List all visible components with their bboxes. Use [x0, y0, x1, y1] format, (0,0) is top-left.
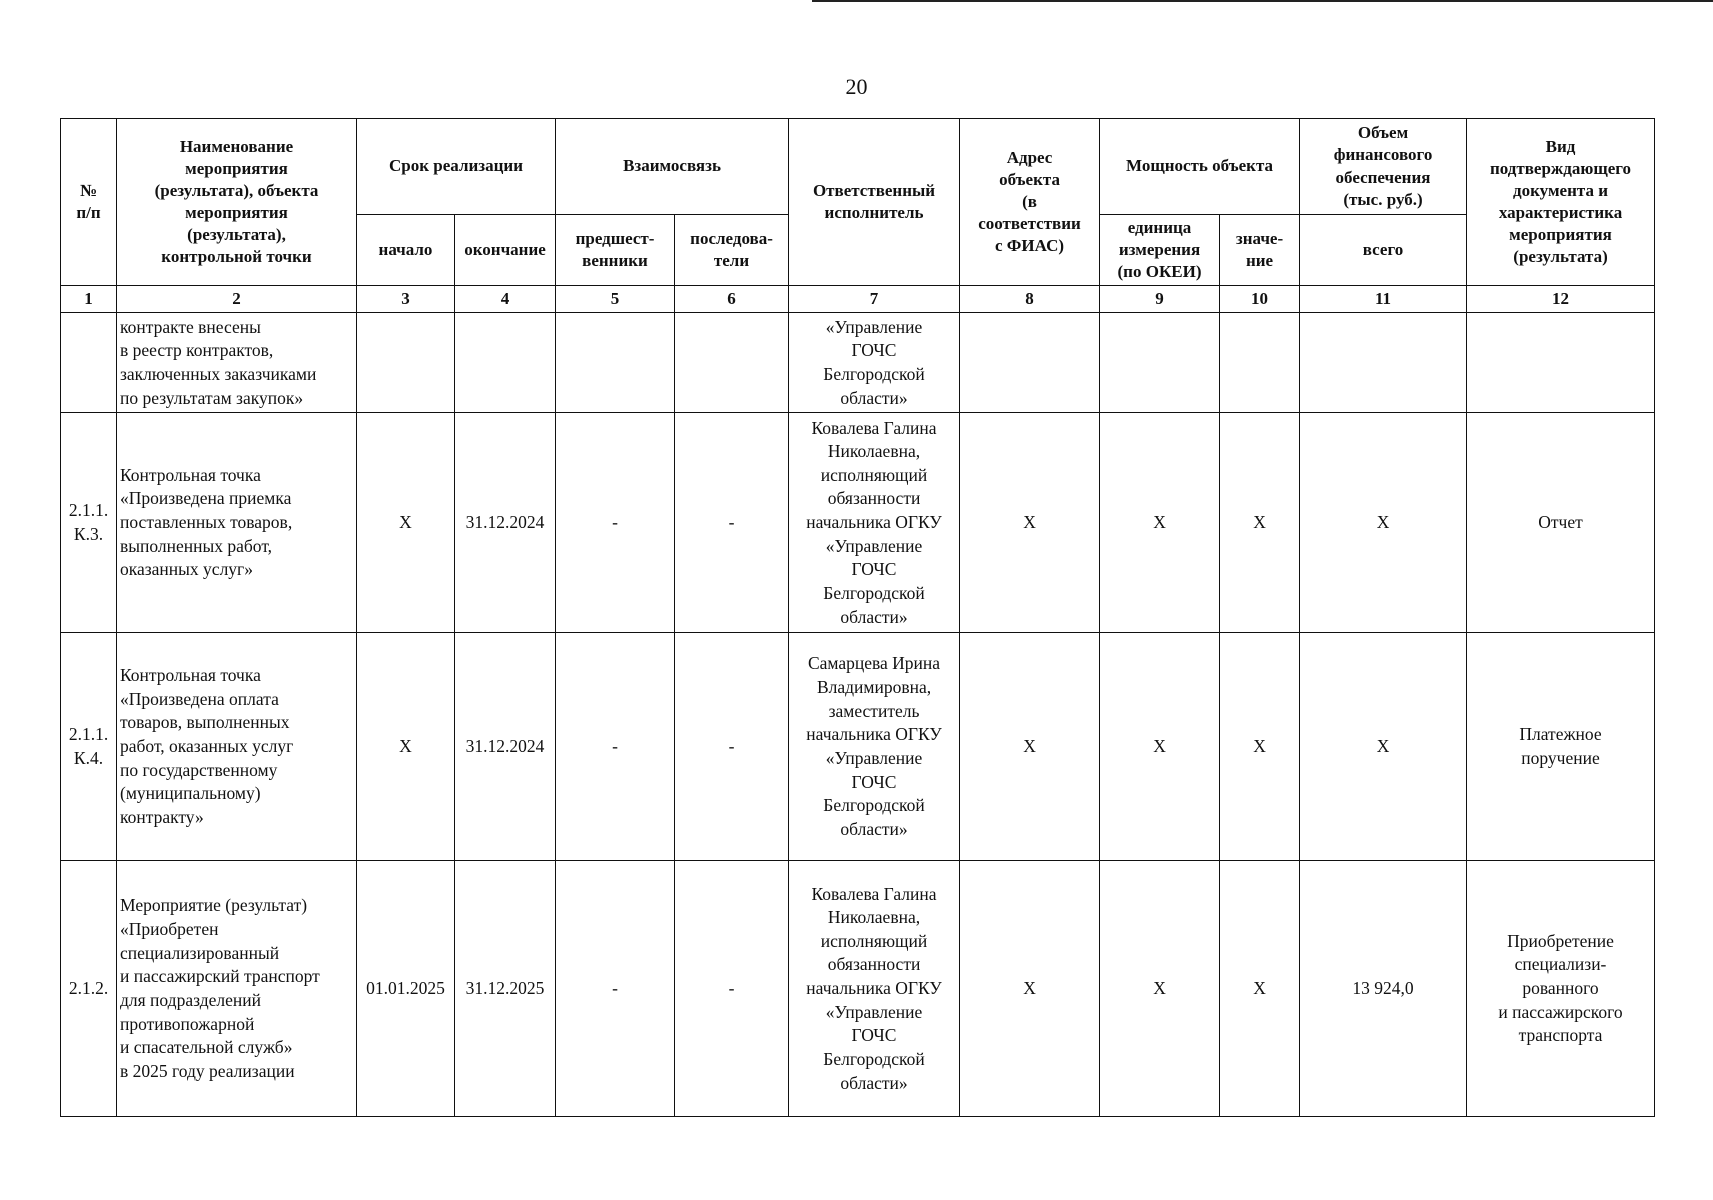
header-link-prev: предшест- венники [556, 215, 675, 286]
row-finance: X [1300, 633, 1467, 861]
column-number: 5 [556, 286, 675, 313]
column-number: 12 [1467, 286, 1655, 313]
header-address: Адрес объекта (в соответствии с ФИАС) [960, 119, 1100, 286]
column-number: 6 [675, 286, 789, 313]
row-value [1220, 313, 1300, 413]
header-link-next: последова- тели [675, 215, 789, 286]
plan-table [60, 118, 1655, 1117]
row-prev [556, 313, 675, 413]
row-doc: Платежное поручение [1467, 633, 1655, 861]
column-number: 3 [357, 286, 455, 313]
header-term: Срок реализации [357, 119, 556, 215]
row-unit: X [1100, 633, 1220, 861]
row-next [675, 313, 789, 413]
header-term-start: начало [357, 215, 455, 286]
row-end: 31.12.2025 [455, 861, 556, 1117]
row-end [455, 313, 556, 413]
page-number: 20 [845, 74, 868, 99]
row-responsible: Ковалева Галина Николаевна, исполняющий обязанности начальника ОГКУ «Управление ГОЧС Белгородской области» [789, 861, 960, 1117]
table-row [61, 313, 1655, 413]
row-value: X [1220, 413, 1300, 633]
row-next: - [675, 861, 789, 1117]
column-number: 4 [455, 286, 556, 313]
table-row [61, 413, 1655, 633]
row-finance [1300, 313, 1467, 413]
row-start [357, 313, 455, 413]
header-capacity: Мощность объекта [1100, 119, 1300, 215]
header-finance-total: всего [1300, 215, 1467, 286]
row-name: Мероприятие (результат) «Приобретен специализированный и пассажирский транспорт для подразделений противопожарной и спасательной служб» в 2025 году реализации [117, 861, 357, 1117]
row-start: X [357, 413, 455, 633]
table-row [61, 861, 1655, 1117]
row-unit: X [1100, 413, 1220, 633]
row-responsible: Ковалева Галина Николаевна, исполняющий обязанности начальника ОГКУ «Управление ГОЧС Белгородской области» [789, 413, 960, 633]
row-number [61, 313, 117, 413]
row-value: X [1220, 633, 1300, 861]
row-number: 2.1.1. К.4. [61, 633, 117, 861]
header-responsible: Ответственный исполнитель [789, 119, 960, 286]
row-address: X [960, 633, 1100, 861]
row-prev: - [556, 633, 675, 861]
row-prev: - [556, 413, 675, 633]
header-doc-type: Вид подтверждающего документа и характеристика мероприятия (результата) [1467, 119, 1655, 286]
row-name: контракте внесены в реестр контрактов, заключенных заказчиками по результатам закупок» [117, 313, 357, 413]
row-end: 31.12.2024 [455, 633, 556, 861]
row-address: X [960, 861, 1100, 1117]
column-number: 9 [1100, 286, 1220, 313]
header-link: Взаимосвязь [556, 119, 789, 215]
column-number: 7 [789, 286, 960, 313]
table-row [61, 633, 1655, 861]
row-name: Контрольная точка «Произведена оплата товаров, выполненных работ, оказанных услуг по государственному (муниципальному) контракту» [117, 633, 357, 861]
row-next: - [675, 413, 789, 633]
header-term-end: окончание [455, 215, 556, 286]
row-doc [1467, 313, 1655, 413]
top-border-line [812, 0, 1713, 2]
row-address [960, 313, 1100, 413]
row-finance: X [1300, 413, 1467, 633]
row-doc: Отчет [1467, 413, 1655, 633]
row-finance: 13 924,0 [1300, 861, 1467, 1117]
row-doc: Приобретение специализи- рованного и пассажирского транспорта [1467, 861, 1655, 1117]
row-prev: - [556, 861, 675, 1117]
header-name: Наименование мероприятия (результата), объекта мероприятия (результата), контрольной точки [117, 119, 357, 286]
row-number: 2.1.1. К.3. [61, 413, 117, 633]
column-number: 8 [960, 286, 1100, 313]
row-next: - [675, 633, 789, 861]
row-start: X [357, 633, 455, 861]
row-responsible: «Управление ГОЧС Белгородской области» [789, 313, 960, 413]
row-number: 2.1.2. [61, 861, 117, 1117]
header-number: № п/п [61, 119, 117, 286]
row-unit [1100, 313, 1220, 413]
column-number: 1 [61, 286, 117, 313]
header-finance: Объем финансового обеспечения (тыс. руб.) [1300, 119, 1467, 215]
row-address: X [960, 413, 1100, 633]
header-capacity-value: значе- ние [1220, 215, 1300, 286]
column-number: 2 [117, 286, 357, 313]
column-number: 10 [1220, 286, 1300, 313]
row-name: Контрольная точка «Произведена приемка поставленных товаров, выполненных работ, оказанных услуг» [117, 413, 357, 633]
row-responsible: Самарцева Ирина Владимировна, заместитель начальника ОГКУ «Управление ГОЧС Белгородской области» [789, 633, 960, 861]
column-number-row [61, 286, 1655, 313]
row-start: 01.01.2025 [357, 861, 455, 1117]
row-value: X [1220, 861, 1300, 1117]
row-end: 31.12.2024 [455, 413, 556, 633]
column-number: 11 [1300, 286, 1467, 313]
row-unit: X [1100, 861, 1220, 1117]
header-capacity-unit: единица измерения (по ОКЕИ) [1100, 215, 1220, 286]
